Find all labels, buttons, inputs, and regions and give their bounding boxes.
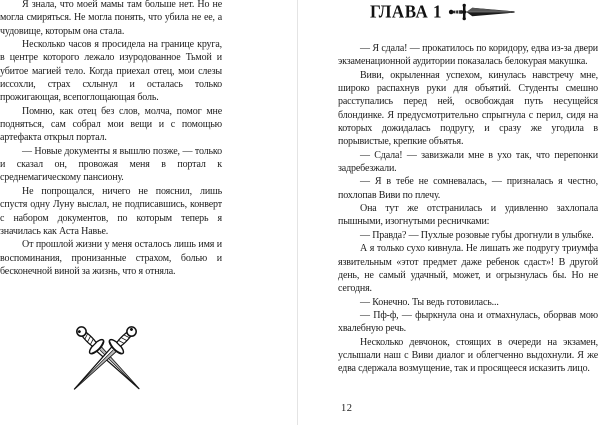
paragraph: — Я в тебе не сомневалась, — призналась я честно, похлопав Виви по плечу.	[338, 176, 598, 201]
chapter-title: ГЛАВА 1	[370, 1, 442, 22]
paragraph: — Сдала! — завизжали мне в ухо так, что перепонки задребезжали.	[338, 149, 598, 175]
chapter-heading	[370, 1, 516, 23]
paragraph: А я только сухо кивнула. Не лишать же подругу триумфа язвительным «этот предмет даже ребенок сдаст»! В другой день, не самый удачный, может, и огрызнулась бы. Но не сегодня.	[338, 243, 598, 295]
right-text-column	[338, 42, 598, 376]
dagger-divider-icon	[448, 3, 516, 21]
paragraph: — Правда? — Пухлые розовые губы дрогнули в улыбке.	[360, 229, 594, 241]
paragraph: Несколько девчонок, стоящих в очереди на экзамен, услышали наш с Виви диалог и облегченно выдохнули. Я же едва сдержала возмущение, так и просящееся исказить лицо.	[338, 336, 598, 375]
paragraph: — Я сдала! — прокатилось по коридору, едва из-за двери экзаменационной аудитории показалась белокурая макушка.	[338, 43, 598, 68]
paragraph: Виви, окрыленная успехом, кинулась навстречу мне, широко распахнув руки для объятий. Студенты смешно расступались перед ней, освобождая путь несущейся блондинке. Я предусмотрительно спрыгнула с перил, сидя на которых дожидалась подругу, и сразу же угодила в порывистые, крепкие объятья.	[338, 69, 598, 148]
paragraph: — Конечно. Ты ведь готовилась...	[360, 296, 499, 308]
paragraph: От прошлой жизни у меня осталось лишь имя и воспоминания, пронизанные страхом, болью и бесконечной виной за жизнь, что я отняла.	[0, 239, 222, 277]
paragraph: — Пф-ф, — фыркнула она и отмахнулась, оборвав мою хвалебную речь.	[338, 309, 598, 335]
paragraph: Несколько часов я просидела на границе круга, в центре которого лежало изуродованное Тьмой и убитое магией тело. Когда приехал отец, мои слезы иссохли, страх схлынул и осталась только прожигающая, всепоглощающая боль.	[0, 39, 222, 104]
paragraph: Она тут же отстранилась и удивленно захлопала пышными, изогнутыми ресничками:	[338, 203, 598, 228]
paragraph: Помню, как отец без слов, молча, помог мне подняться, сам собрал мои вещи и с помощью артефакта открыл портал.	[0, 105, 222, 144]
paragraph: Не попрощался, ничего не пояснил, лишь спустя одну Луну выслал, не подписавшись, конверт с набором документов, по которым теперь я значилась как Аста Навье.	[0, 185, 222, 237]
page-number: 12	[341, 403, 353, 414]
page-left[interactable]	[0, 0, 297, 425]
crossed-daggers-icon	[58, 311, 155, 408]
paragraph: Я знала, что моей мамы там больше нет. Но не могла смиряться. Не могла понять, что убила не ее, а чудовище, которым она стала.	[0, 0, 222, 37]
page-right[interactable]	[298, 0, 600, 425]
paragraph: — Новые документы я вышлю позже, — только и сказал он, провожая меня в портал к среднемагическому пансиону.	[0, 145, 222, 184]
left-text-column	[0, 0, 222, 278]
